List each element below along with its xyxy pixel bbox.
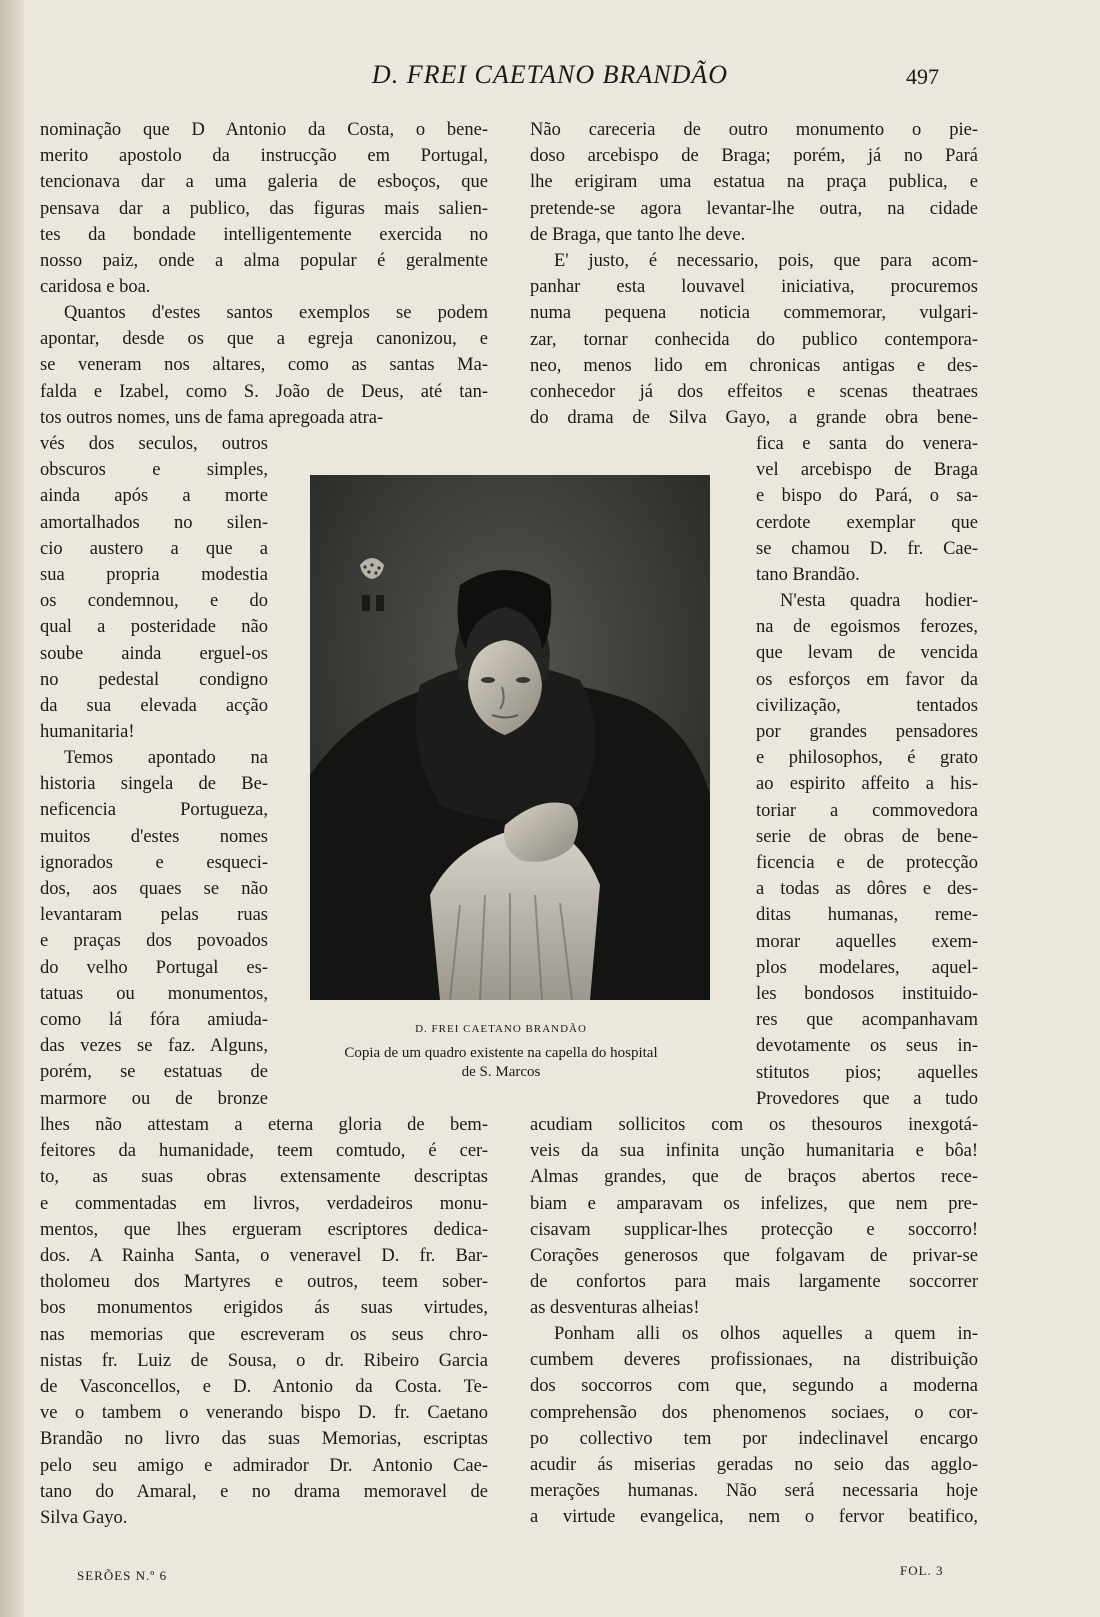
right-para-2-narrow <box>756 431 978 588</box>
left-para-2-narrow <box>40 431 268 745</box>
text-line: tos outros nomes, uns de fama apregoada atra- <box>40 407 384 428</box>
text-line: a virtude evangelica, nem o fervor beatifico, <box>530 1507 978 1528</box>
text-line: mentos, que lhes ergueram escriptores dedica- <box>40 1219 488 1240</box>
text-line: de Braga, que tanto lhe deve. <box>530 224 746 245</box>
text-line: acudiam sollicitos com os thesouros inexgotá- <box>530 1115 978 1135</box>
text-line: neo, menos lido em chronicas antigas e des- <box>530 355 978 376</box>
portrait-painting <box>310 475 710 1000</box>
text-line: se veneram nos altares, como as santas Ma- <box>40 355 488 376</box>
text-line: soube ainda erguel-os <box>40 643 268 664</box>
text-line: tes da bondade intelligentemente exercida no <box>40 224 488 245</box>
footer-issue: SERÕES N.º 6 <box>77 1568 168 1583</box>
text-line: da sua elevada acção <box>40 696 268 717</box>
text-line: les bondosos instituido- <box>756 984 978 1005</box>
right-para-1 <box>530 117 978 248</box>
text-line: conhecedor já dos effeitos e scenas theatraes <box>530 382 978 403</box>
text-line: numa pequena noticia commemorar, vulgari- <box>530 303 978 324</box>
text-line: tholomeu dos Martyres e outros, teem sober- <box>40 1272 488 1293</box>
text-line: Quantos d'estes santos exemplos se podem <box>64 303 488 323</box>
text-line: caridosa e boa. <box>40 277 151 298</box>
text-line: Silva Gayo. <box>40 1508 128 1529</box>
text-line: biam e amparavam os infelizes, que nem pre- <box>530 1193 978 1214</box>
figure-caption-line: Copia de um quadro existente na capella do hospital <box>344 1045 658 1061</box>
text-line: tencionava dar a uma galeria de esboços, que <box>40 172 488 193</box>
text-line: cio austero a que a <box>40 538 268 559</box>
text-line: nominação que D Antonio da Costa, o bene- <box>40 120 488 140</box>
text-line: por grandes pensadores <box>756 722 978 743</box>
portrait-photograph <box>310 475 710 1000</box>
text-line: que levam de vencida <box>756 643 978 664</box>
text-line: veis da sua infinita unção humanitaria e bôa! <box>530 1141 978 1162</box>
text-line: tano do Amaral, e no drama memoravel de <box>40 1481 488 1502</box>
text-line: sua propria modestia <box>40 565 268 586</box>
text-line: comprehensão dos phenomenos sociaes, o cor- <box>530 1402 978 1423</box>
text-line: os condemnou, e do <box>40 591 268 612</box>
text-line: tano Brandão. <box>756 565 860 586</box>
page-edge-shadow <box>0 0 24 1617</box>
text-line: neficencia Portugueza, <box>40 800 268 821</box>
text-line: acudir ás miserias geradas no seio das agglo- <box>530 1455 978 1476</box>
text-line: N'esta quadra hodier- <box>780 591 978 611</box>
footer-folio: FOL. 3 <box>900 1563 944 1578</box>
text-line: lhe erigiram uma estatua na praça publica, e <box>530 172 978 193</box>
text-line: civilização, tentados <box>756 695 978 716</box>
right-para-2-full <box>530 248 978 431</box>
text-line: dos, aos quaes se não <box>40 879 268 900</box>
text-line: e praças dos povoados <box>40 931 268 952</box>
text-line: lhes não attestam a eterna gloria de bem- <box>40 1115 488 1135</box>
right-para-3-full <box>530 1112 978 1322</box>
left-para-3-narrow <box>40 745 268 1112</box>
text-line: morar aquelles exem- <box>756 931 978 952</box>
text-line: porém, se estatuas de <box>40 1062 268 1083</box>
text-line: dos. A Rainha Santa, o veneravel D. fr. Bar- <box>40 1246 488 1267</box>
text-line: po collectivo tem por indeclinavel encargo <box>530 1428 978 1449</box>
text-line: na de egoismos ferozes, <box>756 617 978 638</box>
text-line: Brandão no livro das suas Memorias, escriptas <box>40 1429 488 1450</box>
text-line: Não careceria de outro monumento o pie- <box>530 120 978 140</box>
running-title: D. FREI CAETANO BRANDÃO <box>371 60 729 89</box>
text-line: e commentadas em livros, verdadeiros monu- <box>40 1193 488 1214</box>
right-para-3-narrow <box>756 588 978 1112</box>
text-line: ditas humanas, reme- <box>756 905 978 926</box>
text-line: do velho Portugal es- <box>40 957 268 978</box>
text-line: e bispo do Pará, o sa- <box>756 486 978 507</box>
text-line: qual a posteridade não <box>40 617 268 638</box>
text-line: toriar a commovedora <box>756 800 978 821</box>
figure-caption-title: D. FREI CAETANO BRANDÃO <box>415 1023 587 1035</box>
text-line: to, as suas obras extensamente descriptas <box>40 1167 488 1188</box>
text-line: Almas grandes, que de braços abertos rece- <box>530 1167 978 1188</box>
text-line: no pedestal condigno <box>40 669 268 690</box>
text-line: de Vasconcellos, e D. Antonio da Costa. Te- <box>40 1377 488 1398</box>
text-line: falda e Izabel, como S. João de Deus, até tan- <box>40 381 488 402</box>
text-line: ignorados e esqueci- <box>40 852 268 873</box>
text-line: amortalhados no silen- <box>40 512 268 533</box>
text-line: nas memorias que escreveram os seus chro- <box>40 1324 488 1345</box>
text-line: das vezes se faz. Alguns, <box>40 1036 268 1057</box>
text-line: dos soccorros com que, segundo a moderna <box>530 1376 978 1397</box>
text-line: bos monumentos erigidos ás suas virtudes, <box>40 1298 488 1319</box>
text-line: Corações generosos que folgavam de privar-se <box>530 1246 978 1267</box>
text-line: apontar, desde os que a egreja canonizou, e <box>40 329 488 350</box>
text-line: Temos apontado na <box>64 748 268 768</box>
text-line: ao espirito affeito a his- <box>756 774 978 795</box>
left-para-1 <box>40 117 488 300</box>
text-line: devotamente os seus in- <box>756 1036 978 1057</box>
text-line: como lá fóra amiuda- <box>40 1010 268 1031</box>
text-line: cerdote exemplar que <box>756 512 978 533</box>
page-number: 497 <box>906 64 939 89</box>
text-line: doso arcebispo de Braga; porém, já no Pará <box>530 146 978 167</box>
text-line: plos modelares, aquel- <box>756 957 978 978</box>
text-line: vés dos seculos, outros <box>40 434 268 454</box>
text-line: historia singela de Be- <box>40 774 268 795</box>
text-line: feitores da humanidade, teem comtudo, é cer- <box>40 1141 488 1162</box>
text-line: Ponham alli os olhos aquelles a quem in- <box>554 1324 978 1344</box>
text-line: nistas fr. Luiz de Sousa, o dr. Ribeiro Garcia <box>40 1350 488 1371</box>
text-line: pelo seu amigo e admirador Dr. Antonio Cae- <box>40 1455 488 1476</box>
text-line: tatuas ou monumentos, <box>40 983 268 1004</box>
text-line: cumbem deveres profissionaes, na distribuição <box>530 1350 978 1371</box>
text-line: serie de obras de bene- <box>756 826 978 847</box>
text-line: do drama de Silva Gayo, a grande obra bene- <box>530 408 978 429</box>
text-line: muitos d'estes nomes <box>40 826 268 847</box>
text-line: ve o tambem o venerando bispo D. fr. Caetano <box>40 1403 488 1424</box>
text-line: merações humanas. Não será necessaria hoje <box>530 1481 978 1502</box>
text-line: pensava dar a publico, das figuras mais salien- <box>40 198 488 219</box>
figure-caption-text <box>298 1044 704 1082</box>
right-para-4 <box>530 1321 978 1531</box>
text-line: e philosophos, é grato <box>756 748 978 769</box>
text-line: panhar esta louvavel iniciativa, procuremos <box>530 277 978 298</box>
text-line: merito apostolo da instrucção em Portugal, <box>40 146 488 167</box>
text-line: obscuros e simples, <box>40 460 268 481</box>
text-line: fica e santa do venera- <box>756 434 978 454</box>
text-line: zar, tornar conhecida do publico contempora- <box>530 329 978 350</box>
text-line: levantaram pelas ruas <box>40 905 268 926</box>
text-line: os esforços em favor da <box>756 669 978 690</box>
text-line: as desventuras alheias! <box>530 1298 700 1319</box>
text-line: stitutos pios; aquelles <box>756 1062 978 1083</box>
left-para-3-full <box>40 1112 488 1531</box>
text-line: Provedores que a tudo <box>756 1088 978 1109</box>
text-line: a todas as dôres e des- <box>756 879 978 900</box>
text-line: marmore ou de bronze <box>40 1088 268 1109</box>
left-para-2-full <box>40 300 488 431</box>
text-line: vel arcebispo de Braga <box>756 460 978 481</box>
text-line: humanitaria! <box>40 722 135 743</box>
text-line: pretende-se agora levantar-lhe outra, na cidade <box>530 198 978 219</box>
text-line: se chamou D. fr. Cae- <box>756 538 978 559</box>
text-line: cisavam supplicar-lhes protecção e soccorro! <box>530 1219 978 1240</box>
text-line: ficencia e de protecção <box>756 853 978 874</box>
text-line: nosso paiz, onde a alma popular é geralmente <box>40 251 488 272</box>
text-line: de confortos para mais largamente soccorrer <box>530 1272 978 1293</box>
text-line: E' justo, é necessario, pois, que para acom- <box>554 251 978 271</box>
figure-caption-line: de S. Marcos <box>461 1064 541 1080</box>
text-line: res que acompanhavam <box>756 1010 978 1031</box>
text-line: ainda após a morte <box>40 486 268 507</box>
